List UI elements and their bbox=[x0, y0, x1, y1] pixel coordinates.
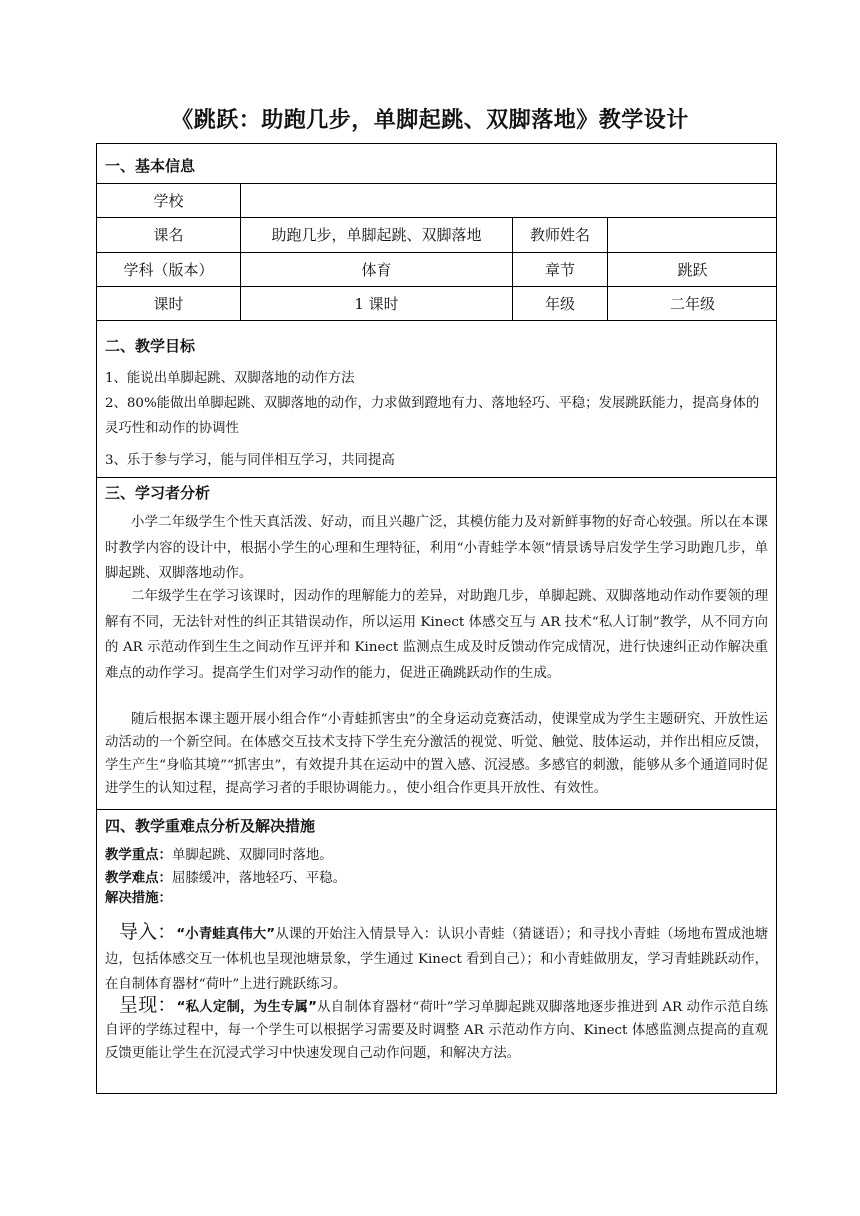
intro-paragraph bbox=[105, 920, 768, 997]
learner-paragraph: 随后根据本课主题开展小组合作“小青蛙抓害虫”的全身运动竞赛活动，使课堂成为学生主题研究、开放性运动活动的一个新空间。在体感交互技术支持下学生充分激活的视觉、听觉、触觉、肢体运动，并作出相应反馈，学生产生“身临其境”“抓害虫”，有效提升其在运动中的置入感、沉浸感。多感官的刺激，能够从多个通道同时促进学生的认知过程，提高学习者的手眼协调能力。，使小组合作更具开放性、有效性。 bbox=[105, 712, 768, 796]
measures-label: 解决措施： bbox=[105, 891, 172, 906]
school-value bbox=[241, 184, 777, 217]
teacher-label: 教师姓名 bbox=[529, 226, 590, 244]
course-value: 助跑几步，单脚起跳、双脚落地 bbox=[271, 226, 482, 244]
period-value: 1 课时 bbox=[354, 295, 399, 313]
learner-paragraph: 小学二年级学生个性天真活泼、好动，而且兴趣广泛，其模仿能力及对新鲜事物的好奇心较强。所以在本课时教学内容的设计中，根据小学生的心理和生理特征，利用“小青蛙学本领”情景诱导启发学生学习助跑几步，单脚起跳、双脚落地动作。 bbox=[105, 515, 768, 581]
intro-label: 导入： bbox=[119, 921, 177, 943]
chapter-label: 章节 bbox=[544, 261, 575, 279]
present-text: 从自制体育器材“荷叶”学习单脚起跳双脚落地逐步推进到 AR 动作示范自练自评的学练过程中，每一个学生可以根据学习需要及时调整 AR 示范动作方向、Kinect 体感监测点提高的直观反馈更能让学生在沉浸式学习中快速发现自己动作问题，和解决方法。 bbox=[105, 1000, 768, 1061]
section-goals-heading: 二、教学目标 bbox=[105, 337, 196, 355]
row-divider bbox=[97, 809, 776, 810]
key-point-text: 单脚起跳、双脚同时落地。 bbox=[171, 848, 333, 863]
intro-text: 从课的开始注入情景导入：认识小青蛙（猜谜语）；和寻找小青蛙（场地布置成池塘边，包括体感交互一体机也呈现池塘景象，学生通过 Kinect 看到自己）；和小青蛙做朋友，学习青蛙跳跃动作，在自制体育器材“荷叶”上进行跳跃练习。 bbox=[105, 927, 768, 992]
chapter-value: 跳跃 bbox=[677, 261, 708, 279]
present-paragraph bbox=[105, 994, 768, 1065]
section-learners-heading: 三、学习者分析 bbox=[105, 484, 211, 502]
subject-value: 体育 bbox=[361, 261, 392, 279]
row-divider bbox=[97, 320, 776, 321]
present-bold: “私人定制，为生专属” bbox=[176, 1000, 317, 1015]
goal-item: 2、80%能做出单脚起跳、双脚落地的动作，力求做到蹬地有力、落地轻巧、平稳；发展跳跃能力，提高身体的灵巧性和动作的协调性 bbox=[105, 396, 760, 436]
course-label: 课名 bbox=[153, 226, 184, 244]
key-point bbox=[105, 843, 768, 868]
period-label: 课时 bbox=[153, 295, 184, 313]
teacher-value bbox=[608, 218, 777, 251]
grade-label: 年级 bbox=[544, 295, 575, 313]
key-point-label: 教学重点： bbox=[105, 848, 172, 863]
school-label: 学校 bbox=[153, 192, 184, 210]
difficult-point-label: 教学难点： bbox=[105, 871, 172, 886]
goal-item: 1、能说出单脚起跳、双脚落地的动作方法 bbox=[105, 371, 355, 386]
document-title: 《跳跃：助跑几步，单脚起跳、双脚落地》教学设计 bbox=[171, 108, 689, 133]
lesson-plan-table bbox=[96, 143, 777, 1094]
section-difficulty-heading: 四、教学重难点分析及解决措施 bbox=[105, 817, 316, 835]
intro-bold: “小青蛙真伟大” bbox=[176, 927, 276, 942]
learner-paragraph: 二年级学生在学习该课时，因动作的理解能力的差异，对助跑几步，单脚起跳、双脚落地动作动作要领的理解有不同，无法针对性的纠正其错误动作，所以运用 Kinect 体感交互与 AR 技术“私人订制”教学，从不同方向的 AR 示范动作到生生之间动作互评并和 Kinect 监测点生成及时反馈动作完成情况，进行快速纠正动作解决重难点的动作学习。提高学生们对学习动作的能力，促进正确跳跃动作的生成。 bbox=[105, 589, 768, 681]
difficult-point-text: 屈膝缓冲，落地轻巧、平稳。 bbox=[171, 871, 347, 886]
row-divider bbox=[97, 477, 776, 478]
present-label: 呈现： bbox=[119, 994, 177, 1016]
section-basic-heading: 一、基本信息 bbox=[105, 157, 196, 175]
grade-value: 二年级 bbox=[669, 295, 715, 313]
goal-item: 3、乐于参与学习，能与同伴相互学习，共同提高 bbox=[105, 453, 395, 468]
subject-label: 学科（版本） bbox=[123, 261, 214, 279]
